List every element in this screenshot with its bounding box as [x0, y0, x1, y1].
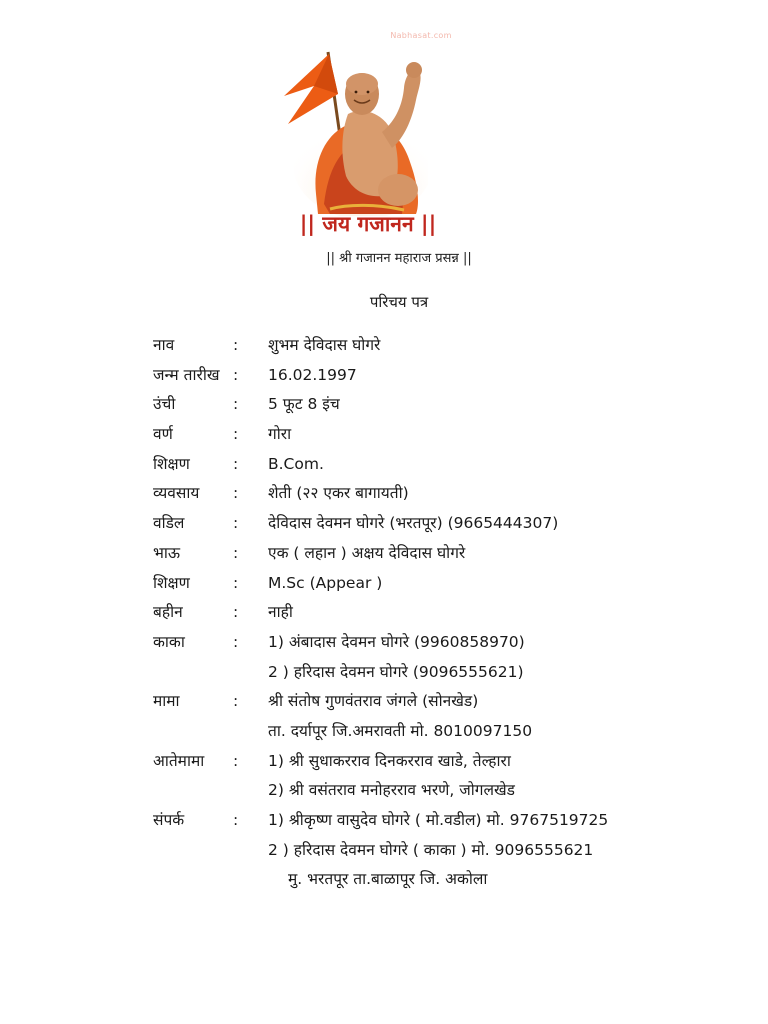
field-value: ता. दर्यापूर जि.अमरावती मो. 8010097150 — [268, 721, 533, 740]
field-colon: : — [233, 484, 239, 503]
field-label: व्यवसाय — [153, 484, 200, 503]
field-colon: : — [233, 692, 239, 711]
field-colon: : — [233, 395, 239, 414]
field-label: वडिल — [153, 514, 185, 533]
field-label: आतेमामा — [153, 751, 205, 770]
field-label: संपर्क — [153, 811, 185, 829]
field-label — [153, 865, 233, 895]
field-value: शुभम देविदास घोगरे — [268, 336, 381, 354]
row-contact-2 — [153, 836, 673, 866]
field-value: गोरा — [268, 425, 292, 444]
field-label: उंची — [153, 395, 176, 414]
field-label: जन्म तारीख — [153, 365, 220, 384]
field-label: शिक्षण — [153, 573, 190, 592]
field-value: नाही — [268, 603, 293, 622]
row-contact-address — [153, 865, 673, 895]
field-value: 5 फूट 8 इंच — [268, 395, 340, 414]
field-colon: : — [233, 425, 239, 444]
row-uncle-2 — [153, 658, 673, 688]
watermark-text: Nabhasat.com — [390, 31, 452, 40]
field-value: 2) श्री वसंतराव मनोहरराव भरणे, जोगलखेड — [268, 781, 515, 800]
row-education — [153, 450, 673, 480]
row-complexion — [153, 420, 673, 450]
field-value: 2 ) हरिदास देवमन घोगरे (9096555621) — [268, 662, 524, 681]
field-colon: : — [233, 543, 239, 562]
field-value: M.Sc (Appear ) — [268, 573, 383, 592]
gajanan-maharaj-portrait — [278, 44, 428, 216]
field-label: बहीन — [153, 603, 183, 622]
field-colon: : — [233, 454, 239, 473]
field-colon — [233, 776, 268, 806]
field-colon: : — [233, 811, 239, 829]
jay-gajanan-heading: || जय गजानन || — [299, 212, 437, 236]
field-label: भाऊ — [153, 543, 181, 562]
field-colon: : — [233, 365, 239, 384]
field-label: नाव — [153, 336, 175, 354]
row-sister — [153, 598, 673, 628]
row-brother — [153, 539, 673, 569]
field-value: देविदास देवमन घोगरे (भरतपूर) (9665444307) — [268, 514, 559, 533]
row-maternal-uncle — [153, 687, 673, 717]
field-colon — [233, 717, 268, 747]
row-name — [153, 331, 673, 361]
field-label — [153, 658, 233, 688]
row-paternal-aunt-husband — [153, 747, 673, 777]
field-colon: : — [233, 336, 239, 354]
row-paternal-aunt-husband-2 — [153, 776, 673, 806]
field-value: 1) श्रीकृष्ण वासुदेव घोगरे ( मो.वडील) मो. 9767519725 — [268, 811, 609, 829]
field-value: एक ( लहान ) अक्षय देविदास घोगरे — [268, 543, 466, 562]
field-colon: : — [233, 603, 239, 622]
field-value: 16.02.1997 — [268, 365, 357, 384]
field-colon — [233, 865, 268, 895]
row-maternal-uncle-address — [153, 717, 673, 747]
document-title: परिचय पत्र — [369, 293, 429, 311]
row-uncle — [153, 628, 673, 658]
biodata-table — [153, 331, 673, 895]
field-label — [153, 717, 233, 747]
field-label: मामा — [153, 692, 180, 711]
field-label: वर्ण — [153, 425, 173, 444]
row-father — [153, 509, 673, 539]
row-occupation — [153, 479, 673, 509]
field-value: 1) अंबादास देवमन घोगरे (9960858970) — [268, 632, 525, 651]
field-colon: : — [233, 751, 239, 770]
field-label: शिक्षण — [153, 454, 190, 473]
field-colon: : — [233, 632, 239, 651]
field-value: B.Com. — [268, 454, 324, 473]
row-birth-date — [153, 361, 673, 391]
field-colon: : — [233, 514, 239, 533]
field-colon: : — [233, 573, 239, 592]
field-label — [153, 836, 233, 866]
field-value: 2 ) हरिदास देवमन घोगरे ( काका ) मो. 9096555621 — [268, 840, 594, 859]
row-brother-education — [153, 569, 673, 599]
field-colon — [233, 658, 268, 688]
field-value: शेती (२२ एकर बागायती) — [268, 484, 409, 503]
field-label: काका — [153, 632, 185, 651]
field-colon — [233, 836, 268, 866]
blessing-line: || श्री गजानन महाराज प्रसन्न || — [326, 251, 472, 266]
field-value: मु. भरतपूर ता.बाळापूर जि. अकोला — [288, 870, 488, 889]
field-value: 1) श्री सुधाकरराव दिनकरराव खाडे, तेल्हारा — [268, 751, 511, 770]
row-contact — [153, 806, 673, 836]
field-label — [153, 776, 233, 806]
row-height — [153, 390, 673, 420]
field-value: श्री संतोष गुणवंतराव जंगले (सोनखेड) — [268, 692, 479, 711]
